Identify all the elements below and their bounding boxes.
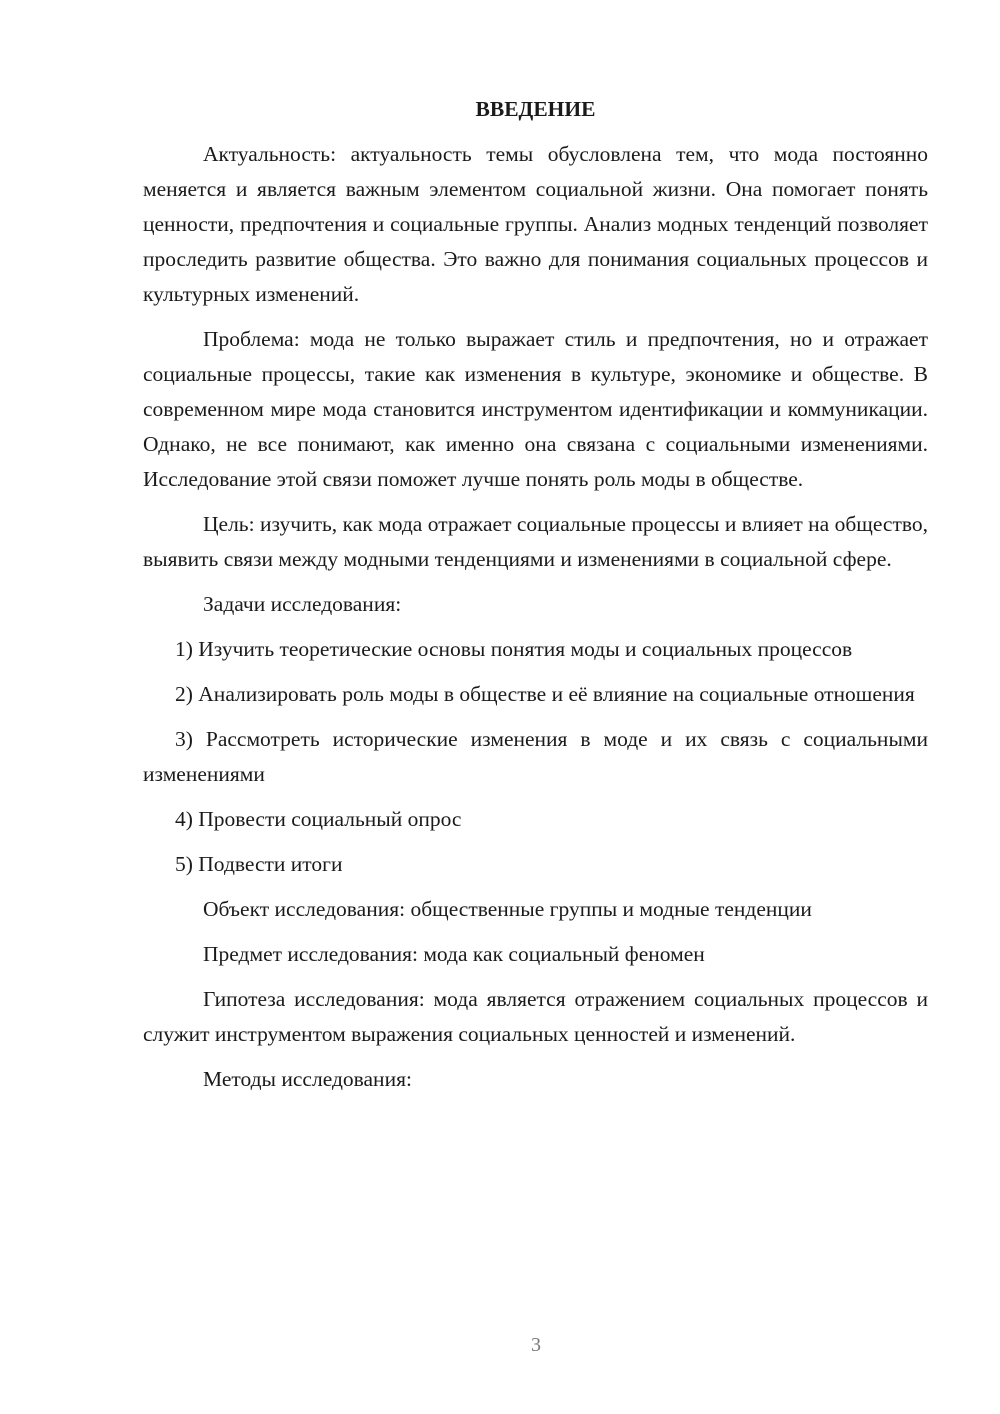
page-content [143,92,928,1107]
paragraph-problem: Проблема: мода не только выражает стиль и предпочтения, но и отражает социальные процессы, такие как изменения в культуре, экономике и обществе. В современном мире мода становится инструментом идентификации и коммуникации. Однако, не все понимают, как именно она связана с социальными изменениями. Исследование этой связи поможет лучше понять роль моды в обществе. [143,327,928,491]
task-item-3: 3) Рассмотреть исторические изменения в моде и их связь с социальными изменениями [143,727,928,786]
task-item-1: 1) Изучить теоретические основы понятия моды и социальных процессов [175,637,853,661]
paragraph-goal: Цель: изучить, как мода отражает социальные процессы и влияет на общество, выявить связи между модными тенденциями и изменениями в социальной сфере. [143,512,928,571]
paragraph-hypothesis: Гипотеза исследования: мода является отражением социальных процессов и служит инструментом выражения социальных ценностей и изменений. [143,987,928,1046]
methods-heading: Методы исследования: [203,1067,412,1091]
page-number: 3 [531,1334,541,1356]
task-item-4: 4) Провести социальный опрос [175,807,462,831]
task-item-2: 2) Анализировать роль моды в обществе и её влияние на социальные отношения [175,682,915,706]
task-item-5: 5) Подвести итоги [175,852,343,876]
section-title: ВВЕДЕНИЕ [475,97,596,121]
paragraph-object: Объект исследования: общественные группы и модные тенденции [203,897,812,921]
paragraph-subject: Предмет исследования: мода как социальный феномен [203,942,705,966]
paragraph-relevance: Актуальность: актуальность темы обусловлена тем, что мода постоянно меняется и является важным элементом социальной жизни. Она помогает понять ценности, предпочтения и социальные группы. Анализ модных тенденций позволяет проследить развитие общества. Это важно для понимания социальных процессов и культурных изменений. [143,142,928,306]
tasks-heading: Задачи исследования: [203,592,402,616]
